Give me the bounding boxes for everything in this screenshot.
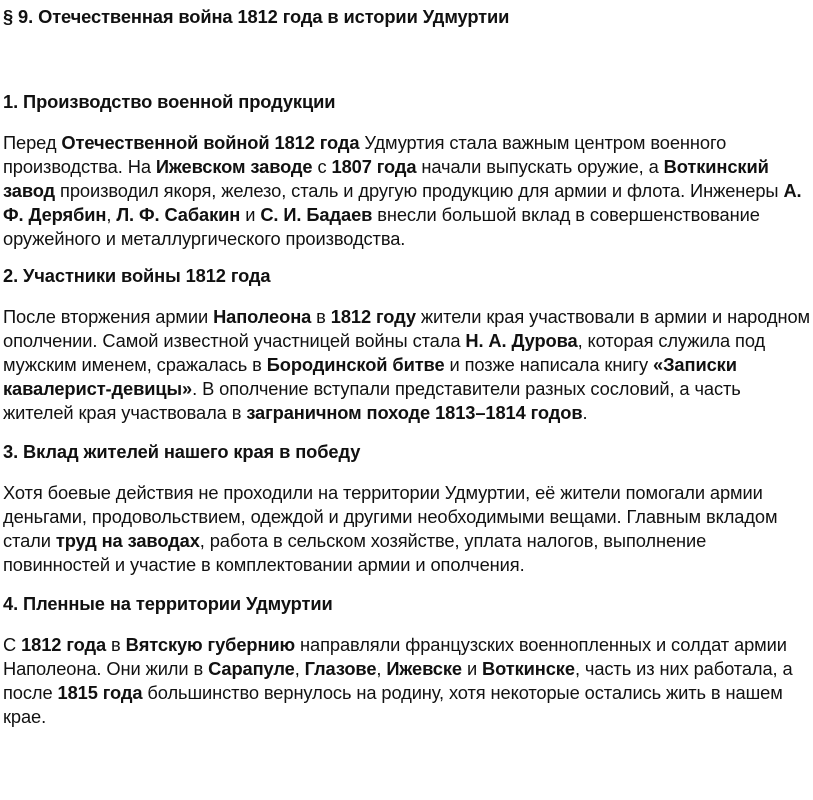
bold-term: 1815 года bbox=[57, 682, 143, 703]
text-run: жители края участвовали в армии и народном ополчении. Самой известной участницей войны стала bbox=[3, 306, 810, 351]
section-heading: 4. Пленные на территории Удмуртии bbox=[3, 593, 333, 614]
text-run: внесли большой вклад в совершенствование оружейного и металлургического производства. bbox=[3, 204, 760, 249]
text-run: , bbox=[376, 658, 387, 679]
text-run: в bbox=[311, 306, 331, 327]
bold-term: А. Ф. Дерябин bbox=[3, 180, 802, 225]
text-run: производил якоря, железо, сталь и другую продукцию для армии и флота. Инженеры bbox=[55, 180, 784, 201]
text-run: После вторжения армии bbox=[3, 306, 214, 327]
bold-term: Бородинской битве bbox=[266, 354, 445, 375]
text-run: , bbox=[106, 204, 117, 225]
bold-term: 1807 года bbox=[331, 156, 417, 177]
bold-term: «Записки кавалерист-девицы» bbox=[3, 354, 737, 399]
text-run: Перед bbox=[3, 132, 62, 153]
bold-term: Воткинский завод bbox=[3, 156, 769, 201]
text-run: Удмуртия стала важным центром военного производства. На bbox=[3, 132, 727, 177]
bold-term: 1812 года bbox=[21, 634, 107, 655]
text-run: С bbox=[3, 634, 22, 655]
section-paragraph bbox=[3, 131, 811, 251]
section-paragraph bbox=[3, 481, 811, 577]
bold-term: Отечественной войной 1812 года bbox=[61, 132, 360, 153]
bold-term: Сарапуле bbox=[208, 658, 295, 679]
bold-term: заграничном походе 1813–1814 годов bbox=[246, 402, 583, 423]
bold-term: Наполеона bbox=[213, 306, 312, 327]
text-run: . bbox=[582, 402, 588, 423]
section-paragraph bbox=[3, 633, 811, 729]
section-heading: 1. Производство военной продукции bbox=[3, 91, 336, 112]
section-paragraph bbox=[3, 305, 811, 425]
bold-term: труд на заводах bbox=[55, 530, 200, 551]
text-run: начали выпускать оружие, а bbox=[416, 156, 664, 177]
text-run: в bbox=[106, 634, 126, 655]
text-run: Хотя боевые действия не проходили на территории Удмуртии, её жители помогали армии деньгами, продовольствием, одеждой и другими необходимыми вещами. Главным вкладом стали bbox=[3, 482, 778, 551]
bold-term: Ижевском заводе bbox=[155, 156, 313, 177]
text-run: , работа в сельском хозяйстве, уплата налогов, выполнение повинностей и участие в комплектовании армии и ополчения. bbox=[3, 530, 707, 575]
text-run: , часть из них работала, а после bbox=[3, 658, 793, 703]
text-run: , bbox=[294, 658, 305, 679]
bold-term: 1812 году bbox=[330, 306, 416, 327]
text-run: большинство вернулось на родину, хотя некоторые остались жить в нашем крае. bbox=[3, 682, 783, 727]
bold-term: Ижевске bbox=[386, 658, 462, 679]
bold-term: Глазове bbox=[304, 658, 377, 679]
section-heading: 2. Участники войны 1812 года bbox=[3, 265, 271, 286]
text-run: , которая служила под мужским именем, сражалась в bbox=[3, 330, 766, 375]
section-military-production bbox=[3, 91, 813, 251]
text-run: и bbox=[240, 204, 261, 225]
text-run: с bbox=[312, 156, 332, 177]
bold-term: Л. Ф. Сабакин bbox=[116, 204, 241, 225]
text-run: и bbox=[461, 658, 483, 679]
document-title: § 9. Отечественная война 1812 года в истории Удмуртии bbox=[3, 6, 510, 27]
section-residents-contribution bbox=[3, 441, 813, 577]
bold-term: Н. А. Дурова bbox=[465, 330, 578, 351]
text-run: . В ополчение вступали представители разных сословий, а часть жителей края участвовала в bbox=[3, 378, 741, 423]
section-war-participants bbox=[3, 265, 813, 425]
bold-term: С. И. Бадаев bbox=[260, 204, 373, 225]
text-run: направляли французских военнопленных и солдат армии Наполеона. Они жили в bbox=[3, 634, 787, 679]
bold-term: Вятскую губернию bbox=[125, 634, 296, 655]
section-heading: 3. Вклад жителей нашего края в победу bbox=[3, 441, 361, 462]
text-run: и позже написала книгу bbox=[444, 354, 654, 375]
bold-term: Воткинске bbox=[482, 658, 575, 679]
section-prisoners bbox=[3, 593, 813, 729]
